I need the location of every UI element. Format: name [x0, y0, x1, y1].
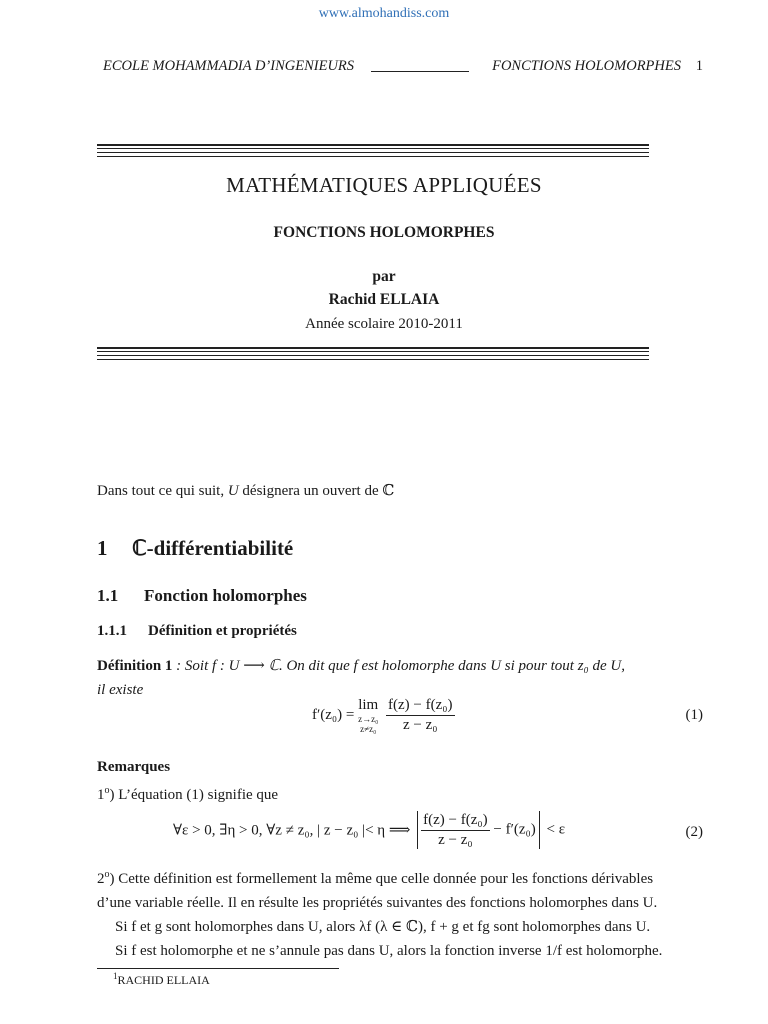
- eq2-denominator: z − z₀: [438, 831, 473, 848]
- intro-text-mid: désignera un ouvert de: [238, 483, 383, 499]
- remark-1-text: ) L’équation (1) signifie que: [109, 787, 279, 803]
- running-header-right: FONCTIONS HOLOMORPHES: [492, 58, 681, 74]
- running-header-rule: [371, 71, 469, 72]
- intro-var-u: U: [227, 483, 239, 499]
- remark-2-line-3: Si f et g sont holomorphes dans U, alors λf (λ ∈ ℂ), f + g et fg sont holomorphes dans U.: [115, 919, 651, 935]
- eq1-lim-sub-2: z≠z₀: [360, 724, 377, 734]
- definition-1-line-1: : Soit f : U ⟶ ℂ. On dit que f est holomorphe dans U si pour tout z₀ de U,: [172, 658, 626, 674]
- intro-set-c: ℂ: [382, 483, 395, 499]
- running-header: [103, 58, 703, 78]
- eq1-number: (1): [685, 707, 703, 723]
- section-1-title: -différentiabilité: [146, 536, 294, 560]
- definition-1-line-2: il existe: [97, 682, 144, 698]
- section-1-heading: [97, 536, 293, 561]
- academic-year: Année scolaire 2010-2011: [305, 316, 463, 332]
- eq2-numerator: f(z) − f(z₀): [421, 812, 489, 831]
- remark-2-line-1: ) Cette définition est formellement la même que celle donnée pour les fonctions dérivables: [109, 871, 654, 887]
- page-subtitle: FONCTIONS HOLOMORPHES: [273, 224, 495, 241]
- section-1-1-number: 1.1: [97, 586, 119, 605]
- eq1-fraction: [386, 697, 454, 734]
- eq2-abs-bar-left: [417, 811, 418, 849]
- title-bottom-rules: [97, 347, 649, 363]
- eq2-rhs: < ε: [542, 821, 566, 838]
- page-number: 1: [695, 58, 703, 74]
- eq2-abs-bar-right: [539, 811, 540, 849]
- eq1-lim-word: lim: [358, 697, 379, 713]
- definition-1-label: Définition 1: [97, 658, 173, 674]
- remark-2-number: 2: [97, 871, 105, 887]
- remark-2-sup: o: [104, 869, 110, 880]
- remark-2: [97, 863, 703, 963]
- footnote-text: RACHID ELLAIA: [117, 973, 210, 987]
- footnote-mark: 1: [113, 971, 118, 981]
- remark-1: [97, 779, 703, 807]
- eq1-numerator: f(z) − f(z₀): [386, 697, 454, 716]
- site-link[interactable]: www.almohandiss.com: [318, 6, 450, 21]
- footnote-rule: [97, 968, 339, 969]
- eq1-denominator: z − z₀: [403, 717, 438, 733]
- remark-2-line-2: d’une variable réelle. Il en résulte les propriétés suivantes des fonctions holomorphes dans U.: [97, 895, 658, 911]
- section-1-1-1-number: 1.1.1: [97, 623, 127, 639]
- eq2-fraction: [421, 812, 489, 849]
- section-1-1-1-heading: [97, 623, 297, 640]
- section-1-1-title: Fonction holomorphes: [144, 586, 307, 605]
- intro-text-start: Dans tout ce qui suit,: [97, 483, 228, 499]
- equation-1: [97, 694, 703, 746]
- section-1-1-1-title: Définition et propriétés: [148, 623, 297, 639]
- remarks-heading: Remarques: [97, 759, 171, 775]
- footnote: [113, 971, 210, 988]
- author-name: Rachid ELLAIA: [328, 291, 440, 308]
- section-1-set: ℂ: [132, 536, 147, 560]
- running-header-left: ECOLE MOHAMMADIA D’INGENIEURS: [103, 58, 355, 74]
- eq2-minus-derivative: − f′(z₀): [489, 821, 536, 838]
- eq1-lim-sub-1: z→z₀: [358, 714, 379, 724]
- page-title: MATHÉMATIQUES APPLIQUÉES: [226, 173, 542, 197]
- remark-1-sup: o: [104, 785, 110, 796]
- eq2-lhs: ∀ε > 0, ∃η > 0, ∀z ≠ z₀, | z − z₀ |< η ⟹: [173, 822, 415, 839]
- remark-2-line-4: Si f est holomorphe et ne s’annule pas dans U, alors la fonction inverse 1/f est holomorphe.: [115, 943, 663, 959]
- section-1-1-heading: [97, 586, 307, 606]
- eq1-limit: [358, 697, 378, 734]
- equation-2: [97, 808, 703, 858]
- section-1-number: 1: [97, 536, 108, 560]
- title-top-rules: [97, 144, 649, 160]
- eq2-number: (2): [685, 824, 703, 840]
- intro-paragraph: [97, 479, 703, 503]
- by-label: par: [372, 268, 396, 285]
- remark-1-number: 1: [97, 787, 105, 803]
- eq1-lhs: f′(z₀) =: [312, 707, 359, 723]
